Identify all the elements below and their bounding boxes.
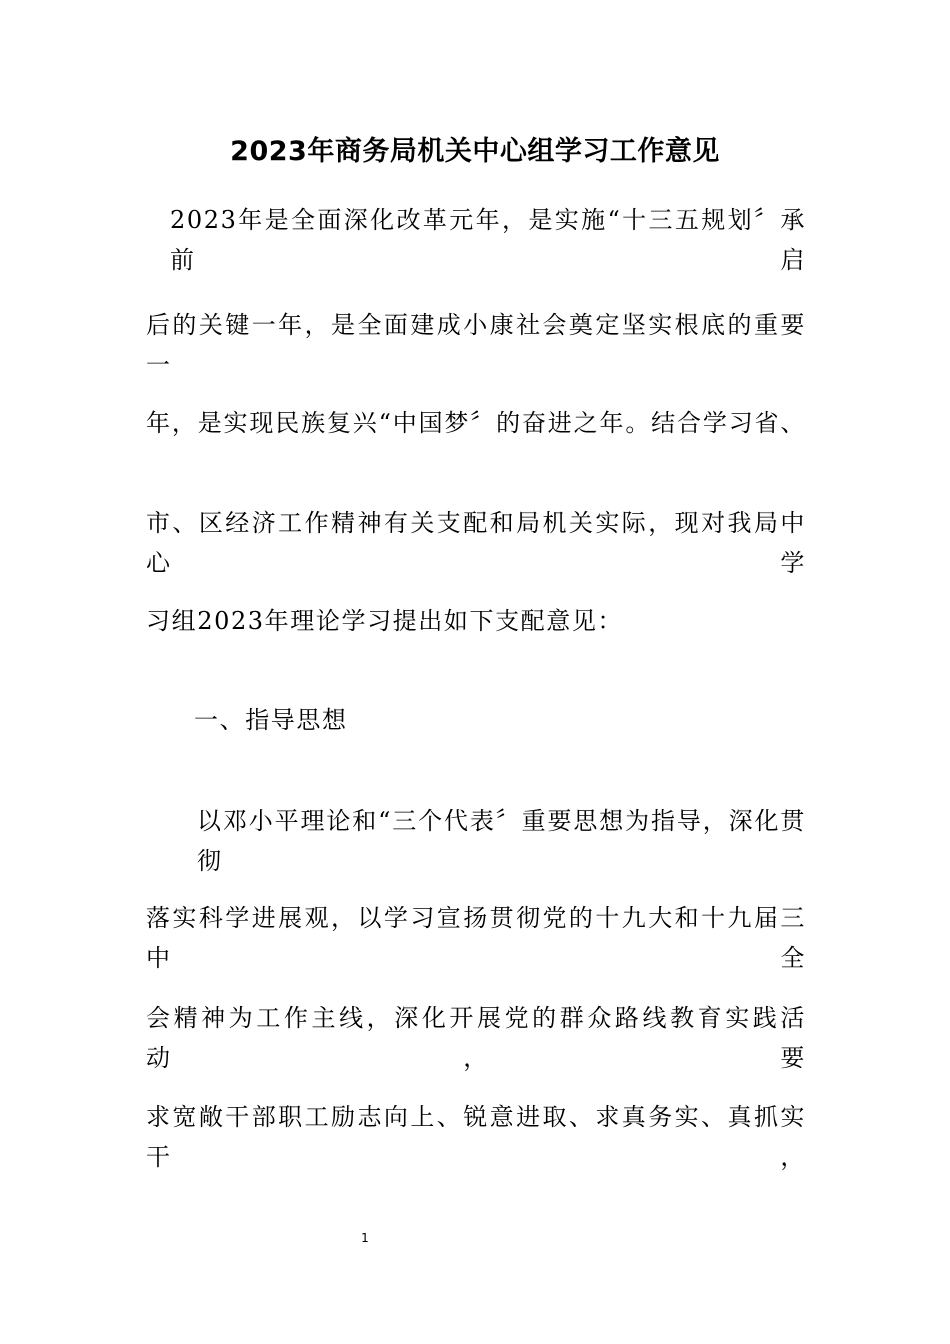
paragraph-line-10: 求宽敞干部职工励志向上、锐意进取、求真务实、真抓实干，: [146, 1103, 806, 1171]
paragraph-line-5: 习组2023年理论学习提出如下支配意见：: [146, 607, 624, 635]
page-number: 1: [361, 1231, 369, 1245]
paragraph-line-3: 年，是实现民族复兴“中国梦〞的奋进之年。结合学习省、: [146, 409, 806, 437]
document-title: 2023年商务局机关中心组学习工作意见: [230, 136, 720, 167]
paragraph-line-9: 会精神为工作主线，深化开展党的群众路线教育实践活动，要: [146, 1004, 806, 1072]
paragraph-line-2: 后的关键一年，是全面建成小康社会奠定坚实根底的重要一: [146, 311, 806, 379]
paragraph-line-8: 落实科学进展观，以学习宣扬贯彻党的十九大和十九届三中全: [146, 904, 806, 972]
paragraph-line-4: 市、区经济工作精神有关支配和局机关实际，现对我局中心学: [146, 509, 806, 577]
paragraph-line-1: 2023年是全面深化改革元年，是实施“十三五规划〞承前启: [170, 206, 806, 274]
section-heading: 一、指导思想: [194, 706, 348, 734]
paragraph-line-7: 以邓小平理论和“三个代表〞重要思想为指导，深化贯彻: [197, 807, 806, 875]
